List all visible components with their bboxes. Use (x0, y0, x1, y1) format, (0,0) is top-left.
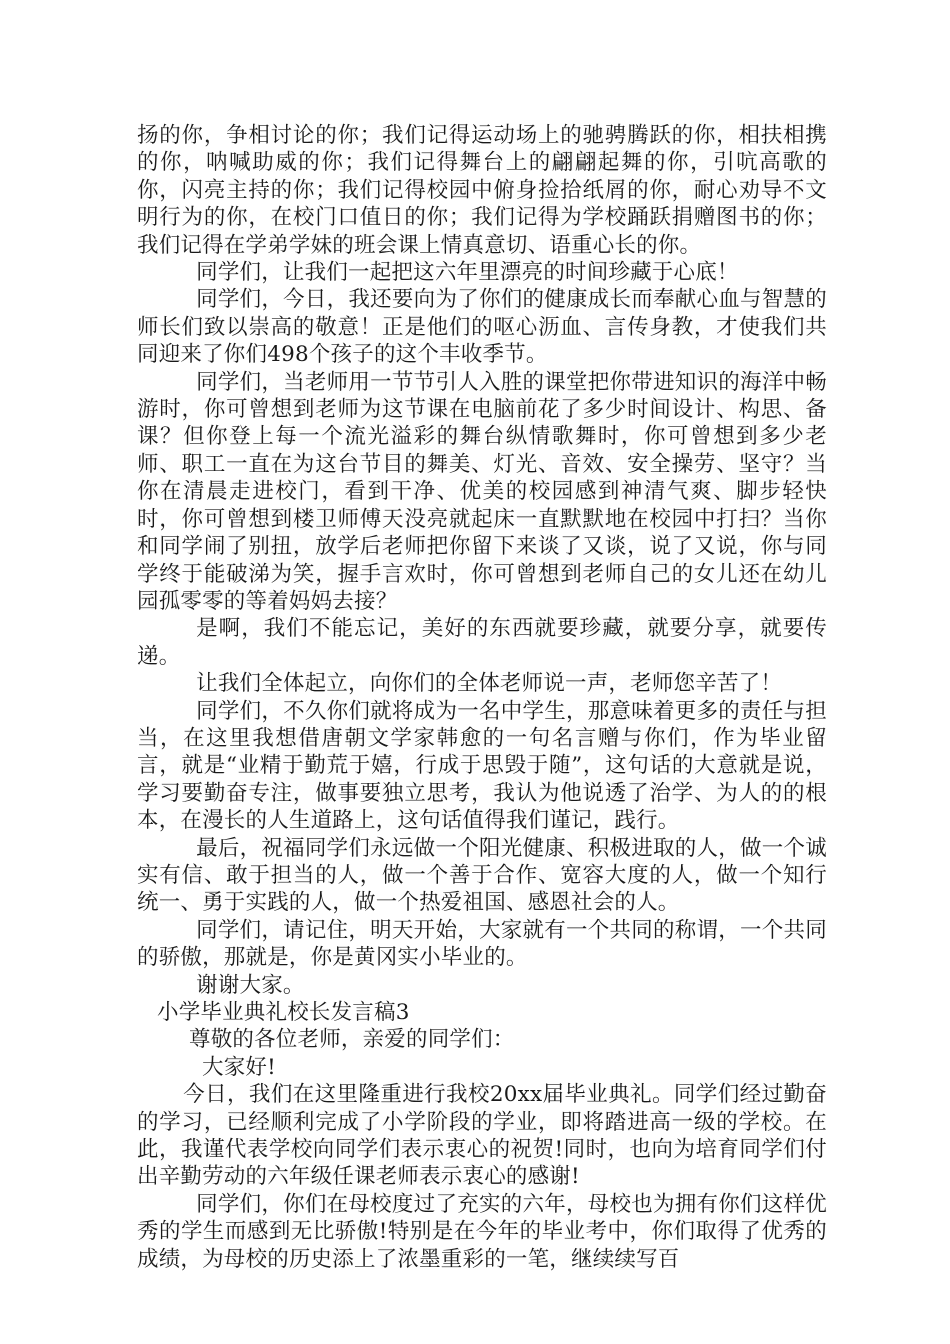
paragraph-never-forget: 是啊，我们不能忘记，美好的东西就要珍藏，就要分享，就要传递。 (137, 616, 827, 669)
salutation: 尊敬的各位老师，亲爱的同学们： (189, 1027, 515, 1053)
paragraph-treasure: 同学们，让我们一起把这六年里漂亮的时间珍藏于心底！ (196, 260, 739, 286)
paragraph-ceremony: 今日，我们在这里隆重进行我校20xx届毕业典礼。同学们经过勤奋的学习，已经顺利完成了小学阶段的学业，即将踏进高一级的学校。在此，我谨代表学校向同学们表示衷心的祝贺!同时，也向为培育同学们付出辛勤劳动的六年级任课老师表示衷心的感谢! (137, 1082, 827, 1190)
paragraph-stand-up: 让我们全体起立，向你们的全体老师说一声，老师您辛苦了！ (196, 671, 783, 697)
paragraph-teachers-effort: 同学们，当老师用一节节引人入胜的课堂把你带进知识的海洋中畅游时，你可曾想到老师为这节课在电脑前花了多少时间设计、构思、备课？但你登上每一个流光溢彩的舞台纵情歌舞时，你可曾想到多少老师、职工一直在为这台节目的舞美、灯光、音效、安全操劳、坚守？当你在清晨走进校门，看到干净、优美的校园感到神清气爽、脚步轻快时，你可曾想到楼卫师傅天没亮就起床一直默默地在校园中打扫？当你和同学闹了别扭，放学后老师把你留下来谈了又谈，说了又说，你与同学终于能破涕为笑，握手言欢时，你可曾想到老师自己的女儿还在幼儿园孤零零的等着妈妈去接？ (137, 369, 827, 614)
document-body (137, 122, 827, 1273)
greeting: 大家好! (202, 1054, 276, 1080)
paragraph-thanks: 谢谢大家。 (196, 972, 305, 998)
paragraph-blessing: 最后，祝福同学们永远做一个阳光健康、积极进取的人，做一个诚实有信、敢于担当的人，做一个善于合作、宽容大度的人，做一个知行统一、勇于实践的人，做一个热爱祖国、感恩社会的人。 (137, 835, 827, 916)
paragraph-proud: 同学们，你们在母校度过了充实的六年，母校也为拥有你们这样优秀的学生而感到无比骄傲!特别是在今年的毕业考中，你们取得了优秀的成绩，为母校的历史添上了浓墨重彩的一笔，继续续写百 (137, 1191, 827, 1272)
paragraph-motto: 同学们，不久你们就将成为一名中学生，那意味着更多的责任与担当，在这里我想借唐朝文学家韩愈的一句名言赠与你们，作为毕业留言，就是“业精于勤荒于嬉，行成于思毁于随”，这句话的大意就是说，学习要勤奋专注，做事要独立思考，我认为他说透了治学、为人的的根本，在漫长的人生道路上，这句话值得我们谨记，践行。 (137, 698, 827, 834)
section-heading: 小学毕业典礼校长发言稿3 (157, 1000, 410, 1025)
paragraph-teachers-respect: 同学们，今日，我还要向为了你们的健康成长而奉献心血与智慧的师长们致以崇高的敬意！正是他们的呕心沥血、言传身教，才使我们共同迎来了你们498个孩子的这个丰收季节。 (137, 287, 827, 368)
paragraph-memories: 扬的你，争相讨论的你；我们记得运动场上的驰骋腾跃的你，相扶相携的你，呐喊助威的你；我们记得舞台上的翩翩起舞的你，引吭高歌的你，闪亮主持的你；我们记得校园中俯身捡拾纸屑的你，耐心劝导不文明行为的你，在校门口值日的你；我们记得为学校踊跃捐赠图书的你；我们记得在学弟学妹的班会课上情真意切、语重心长的你。 (137, 123, 827, 258)
paragraph-remember: 同学们，请记住，明天开始，大家就有一个共同的称谓，一个共同的骄傲，那就是，你是黄冈实小毕业的。 (137, 917, 827, 971)
